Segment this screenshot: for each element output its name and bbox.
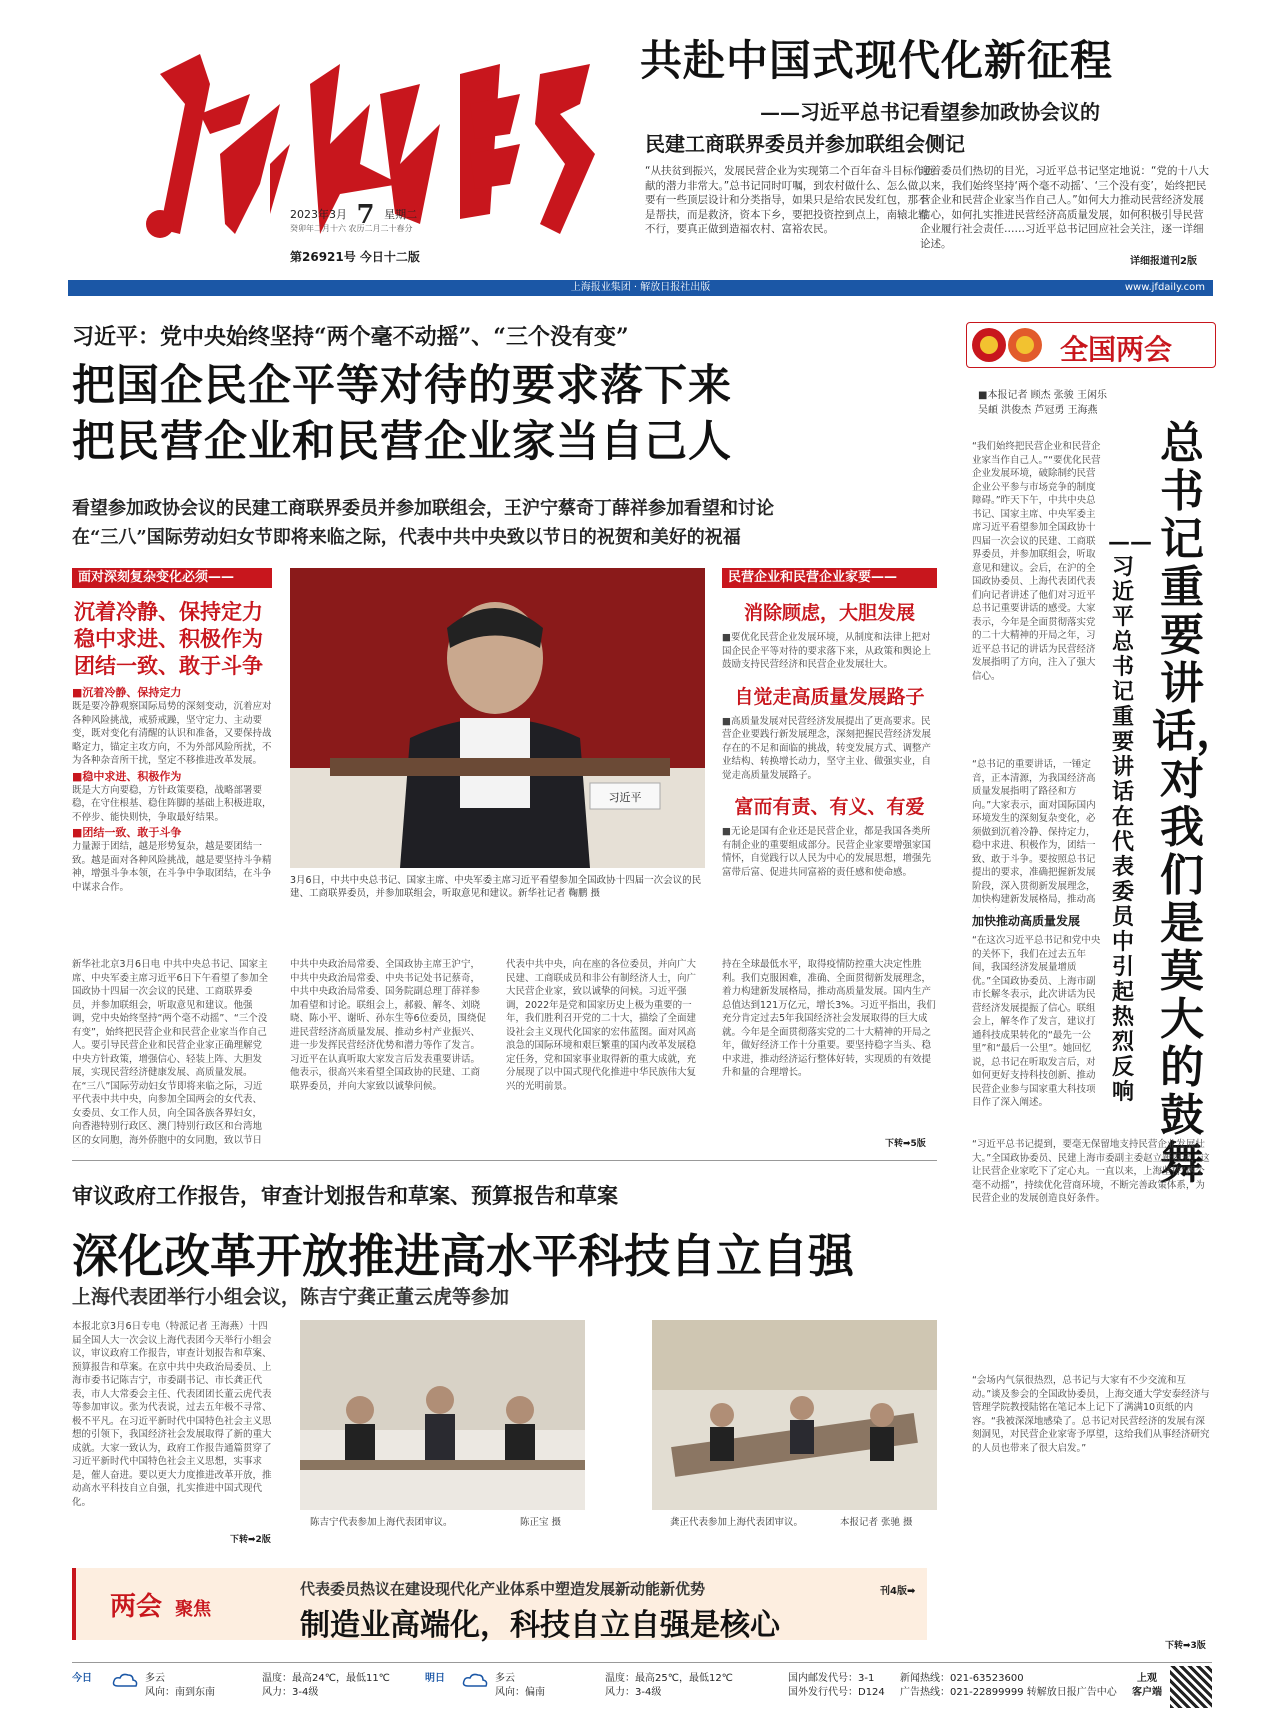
banner-subhead: 代表委员热议在建设现代化产业体系中塑造发展新动能新优势	[300, 1580, 706, 1598]
national-emblem-icon	[967, 323, 1047, 367]
masthead-date: 2023年3月 7 星期二 癸卯年二月十六 农历二月二十春分	[290, 200, 418, 233]
banner-page-ref[interactable]: 刊4版➡	[880, 1586, 916, 1597]
distribution-codes: 国内邮发代号：3-1 国外发行代号：D124	[788, 1673, 885, 1698]
contact-lines: 新闻热线：021-63523600 广告热线：021-22899999 转解放日报广告中心	[900, 1673, 1117, 1698]
weather-today-block: 多云 风向：南到东南	[145, 1673, 215, 1698]
footer-divider	[72, 1662, 1212, 1663]
lianghui-more-link[interactable]: 下转➡3版	[1165, 1641, 1206, 1651]
top-feature-quote-left: “从扶贫到振兴，发展民营企业为实现第二个百年奋斗目标作贡献的潜力非常大。”总书记同时叮嘱，到农村做什么、怎么做，要有一些顶层设计和分类指导，如果只是给农民发红包，那不是帮扶，而是救济，资本下乡，要把投资控到点上，南辕北辙不行，要真正做到造福农村、富裕农民。	[645, 165, 934, 235]
lianghui-text-5: “会场内气氛很热烈，总书记与大家有不少交流和互动。”谈及参会的全国政协委员，上海交通大学安泰经济与管理学院教授陆铭在笔记本上记下了满满10页纸的内容。“我被深深地感染了。总书记对民营经济的发展有深刻洞见，对民营企业家寄予厚望，这给我们从事经济研究的人员也带来了很大启发。”	[972, 1375, 1210, 1454]
top-feature-more-link[interactable]: 详细报道刊2版	[1130, 256, 1197, 267]
second-headline[interactable]: 深化改革开放推进高水平科技自立自强	[72, 1229, 854, 1283]
weather-tomorrow-temp-block: 温度：最高25℃，最低12℃ 风力：3-4级	[605, 1673, 733, 1698]
second-photo-2-credit: 本报记者 张驰 摄	[840, 1517, 913, 1528]
body-column-2: 中共中央政治局常委、全国政协主席王沪宁，中共中央政治局常委、中央书记处书记蔡奇，中共中央政治局常委、国务院副总理丁薛祥参加看望和讨论。联组会上，郝毅、解冬、刘晓晓、陈小平、谢昕、孙东生等6位委员，围绕促进民营经济高质量发展、推动乡村产业振兴、进一步发挥民营经济优势和潜力等作了发言。习近平在认真听取大家发言后发表重要讲话。他表示，很高兴来看望全国政协的民建、工商联界委员，并向大家致以诚挚问候。	[290, 959, 487, 1092]
banner-logo: 两会 聚焦	[110, 1592, 212, 1622]
second-photo-1-credit: 陈正宝 摄	[520, 1517, 562, 1528]
body-column-3: 代表中共中央，向在座的各位委员，并向广大民建、工商联成员和非公有制经济人士，向广大民营企业家，致以诚挚的问候。习近平强调，2022年是党和国家历史上极为重要的一年，我们胜利召开党的二十大，描绘了全面建设社会主义现代化国家的宏伟蓝图。面对风高浪急的国际环境和艰巨繁重的国内改革发展稳定任务，党和国家事业取得新的重大成就，充分展现了以中国式现代化推进中华民族伟大复兴的光明前景。	[506, 959, 697, 1092]
second-body: 本报北京3月6日专电（特派记者 王海燕）十四届全国人大一次会议上海代表团今天举行小组会议，审议政府工作报告，审查计划报告和草案、预算报告和草案。在京中共中央政治局委员、上海市委书记陈吉宁，市委副书记、市长龚正代表，市人大常委会主任、代表团团长董云虎代表等参加审议。张为代表说，过去五年极不寻常、极不平凡。在习近平新时代中国特色社会主义思想的引领下，我国经济社会发展取得了新的重大成就。大家一致认为，政府工作报告通篇贯穿了习近平新时代中国特色社会主义思想，实事求是，催人奋进。要以更大力度推进改革开放，推动高水平科技自立自强，扎实推进中国式现代化。	[72, 1321, 272, 1508]
second-kicker: 审议政府工作报告，审查计划报告和草案、预算报告和草案	[72, 1183, 618, 1208]
left-column-title: 沉着冷静、保持定力 稳中求进、积极作为 团结一致、敢于斗争	[74, 599, 263, 678]
body-more-link[interactable]: 下转➡5版	[885, 1139, 926, 1149]
lianghui-byline: ■本报记者 顾杰 张骏 王闲乐 吴頔 洪俊杰 芦冠勇 王海燕	[978, 390, 1107, 416]
main-photo-illustration	[290, 568, 705, 868]
weather-today-label: 今日	[72, 1673, 92, 1684]
client-app-label: 上观 客户端	[1132, 1673, 1162, 1698]
left-section-bar: 面对深刻复杂变化必须——	[72, 568, 272, 588]
lianghui-vertical-headline[interactable]: 总书记重要讲话，对我们是莫大的鼓舞	[1152, 418, 1240, 1189]
qr-code-icon[interactable]	[1170, 1666, 1212, 1708]
top-feature-subline-1: ——习近平总书记看望参加政协会议的	[760, 100, 1100, 124]
top-feature-subline-2: 民建工商联界委员并参加联组会侧记	[645, 132, 965, 156]
top-feature-quote-right: 迎着委员们热切的目光，习近平总书记坚定地说：“党的十八大以来，我们始终坚持‘两个毫不动摇’、‘三个没有变’，始终把民营企业和民营企业家当作自己人。”如何大力推动民营经济发展信心，如何扎实推进民营经济高质量发展，如何积极引导民营企业履行社会责任……习近平总书记回应社会关注，逐一详细论述。	[920, 165, 1209, 250]
second-photo-1[interactable]	[300, 1320, 585, 1510]
second-more-link[interactable]: 下转➡2版	[230, 1535, 271, 1545]
publisher-bar	[68, 280, 1213, 296]
second-photo-2[interactable]	[652, 1320, 937, 1510]
body-column-1: 新华社北京3月6日电 中共中央总书记、国家主席、中央军委主席习近平6日下午看望了参加全国政协十四届一次会议的民建、工商联界委员，并参加联组会，听取意见和建议。他强调，党中央始终坚持“两个毫不动摇”、“三个没有变”，始终把民营企业和民营企业家当作自己人。要引导民营企业和民营企业家正确理解党中央方针政策，增强信心、轻装上阵、大胆发展，实现民营经济健康发展、高质量发展。在“三八”国际劳动妇女节即将来临之际，习近平代表中共中央，向参加全国两会的女代表、女委员、女工作人员，向全国各族各界妇女，向香港特别行政区、澳门特别行政区和台湾地区的女同胞，海外侨胞中的女同胞，致以节日	[72, 959, 269, 1146]
nameplate: 习近平	[608, 791, 642, 804]
second-photo-2-caption: 龚正代表参加上海代表团审议。	[670, 1517, 804, 1528]
weather-tomorrow-block: 多云 风向：偏南	[495, 1673, 545, 1698]
lianghui-title: 全国两会	[1060, 333, 1173, 366]
weather-tomorrow-label: 明日	[425, 1673, 445, 1684]
body-column-4: 持在全球最低水平，取得疫情防控重大决定性胜利。我们克服困难，准确、全面贯彻新发展理念，着力构建新发展格局，推动高质量发展。国内生产总值达到121万亿元，增长3%。习近平指出，我们充分肯定过去5年我国经济社会发展取得的巨大成就。今年是全面贯彻落实党的二十大精神的开局之年，做好经济工作十分重要。要坚持稳字当头、稳中求进，推动经济运行整体好转，实现质的有效提升和量的合理增长。	[722, 959, 936, 1078]
cloud-icon	[112, 1672, 138, 1688]
lianghui-subhead: 加快推动高质量发展	[972, 914, 1081, 928]
issue-number: 第26921号 今日十二版	[290, 250, 420, 264]
cloud-icon	[462, 1672, 488, 1688]
emblem-icon	[146, 210, 174, 238]
main-photo-caption: 3月6日，中共中央总书记、国家主席、中央军委主席习近平看望参加全国政协十四届一次会议的民建、工商联界委员，并参加联组会，听取意见和建议。新华社记者 鞠鹏 摄	[290, 875, 702, 899]
website-link[interactable]: www.jfdaily.com	[1124, 282, 1205, 293]
weather-today-temp-block: 温度：最高24℃，最低11℃ 风力：3-4级	[262, 1673, 390, 1698]
lead-headline[interactable]: 把国企民企平等对待的要求落下来 把民营企业和民营企业家当自己人	[72, 361, 732, 467]
second-photo-2-illustration	[652, 1320, 937, 1510]
second-photo-1-illustration	[300, 1320, 585, 1510]
second-deck: 上海代表团举行小组会议，陈吉宁龚正董云虎等参加	[72, 1286, 510, 1308]
main-photo[interactable]	[290, 568, 705, 868]
banner-headline[interactable]: 制造业高端化，科技自立自强是核心	[300, 1608, 780, 1643]
right-section-bar: 民营企业和民营企业家要——	[722, 568, 937, 588]
publisher-name: 上海报业集团 · 解放日报社出版	[570, 282, 711, 293]
lianghui-vertical-subhead: ——习近平总书记重要讲话在代表委员中引起热烈反响	[1108, 529, 1152, 1105]
right-column-body: 消除顾虑，大胆发展 ■要优化民营企业发展环境，从制度和法律上把对国企民企平等对待的要求落下来，从政策和舆论上鼓励支持民营经济和民营企业发展壮大。 自觉走高质量发展路子 ■高质量发展对民营经济发展提出了更高要求。民营企业要践行新发展理念，深刻把握民营经济发展存在的不足和面临的挑战，转变发展方式、调整产业结构、转换增长动力，坚守主业、做强实业，自觉走高质量发展路子。 富而有责、有义、有爱 ■无论是国有企业还是民营企业，都是我国各类所有制企业的重要组成部分。民营企业家要增强家国情怀，自觉践行以人民为中心的发展思想，增强先富带后富、促进共同富裕的责任感和使命感。	[722, 602, 932, 878]
top-feature-headline[interactable]: 共赴中国式现代化新征程	[640, 36, 1114, 85]
second-photo-1-caption: 陈吉宁代表参加上海代表团审议。	[310, 1517, 453, 1528]
lianghui-text-1: “我们始终把民营企业和民营企业家当作自己人。”“要优化民营企业发展环境，破除制约民营企业公平参与市场竞争的制度障碍。”昨天下午，中共中央总书记、国家主席、中央军委主席习近平看望参加全国政协十四届一次会议的民建、工商联界委员，并参加联组会，听取意见和建议。会后，在沪的全国政协委员、上海代表团代表们向记者讲述了他们对习近平总书记重要讲话的感受。大家表示，今年是全面贯彻落实党的二十大精神的开局之年，习近平总书记的讲话为民营经济发展指明了方向，注入了强大信心。	[972, 441, 1101, 682]
lianghui-text-2: “总书记的重要讲话，一锤定音，正本清源，为我国经济高质量发展指明了路径和方向。”大家表示，面对国际国内环境发生的深刻复杂变化，必须做到沉着冷静、保持定力，稳中求进、积极作为，团结一致、敢于斗争。要按照总书记提出的要求，准确把握新发展阶段，深入贯彻新发展理念，加快构建新发展格局，推动高	[972, 759, 1096, 905]
lianghui-text-4: “习近平总书记提到，要毫无保留地支持民营企业发展壮大。”全国政协委员、民建上海市委副主委赵立新表示，这让民营企业家吃下了定心丸。一直以来，上海坚持“两个毫不动摇”，持续优化营商环境，不断完善政策体系，为民营企业的发展创造良好条件。	[972, 1139, 1210, 1204]
section-divider	[72, 1160, 937, 1161]
left-column-body: ■沉着冷静、保持定力 既是要冷静观察国际局势的深刻变动，沉着应对各种风险挑战，戒骄戒躁，坚守定力、主动要变，既对变化有清醒的认识和准备，又要保持战略定力，锚定主攻方向，不为外部风险所扰，不为各种杂音所干扰，坚定不移推进改革发展。 ■稳中求进、积极作为 既是大方向要稳，方针政策要稳，战略部署要稳，在守住根基、稳住阵脚的基础上积极进取，不停步、能快则快，争取最好结果。 ■团结一致、敢于斗争 力量源于团结，越是形势复杂，越是要团结一致。越是面对各种风险挑战，越是要坚持斗争精神，增强斗争本领，在斗争中争取团结，在斗争中谋求合作。	[72, 686, 272, 893]
lead-kicker: 习近平：党中央始终坚持“两个毫不动摇”、“三个没有变”	[72, 324, 629, 350]
lead-deck: 看望参加政协会议的民建工商联界委员并参加联组会，王沪宁蔡奇丁薛祥参加看望和讨论 在“三八”国际劳动妇女节即将来临之际，代表中共中央致以节日的祝贺和美好的祝福	[72, 498, 774, 548]
lianghui-text-3: “在这次习近平总书记和党中央的关怀下，我们在过去五年间，我国经济发展量增质优。”全国政协委员、上海市副市长解冬表示，此次讲话为民营经济发展提振了信心。联组会上，解冬作了发言，建议打通科技成果转化的“最先一公里”和“最后一公里”。她回忆说，总书记在听取发言后，对如何更好支持科技创新、推动民营企业参与国家重大科技项目作了深入阐述。	[972, 935, 1101, 1108]
